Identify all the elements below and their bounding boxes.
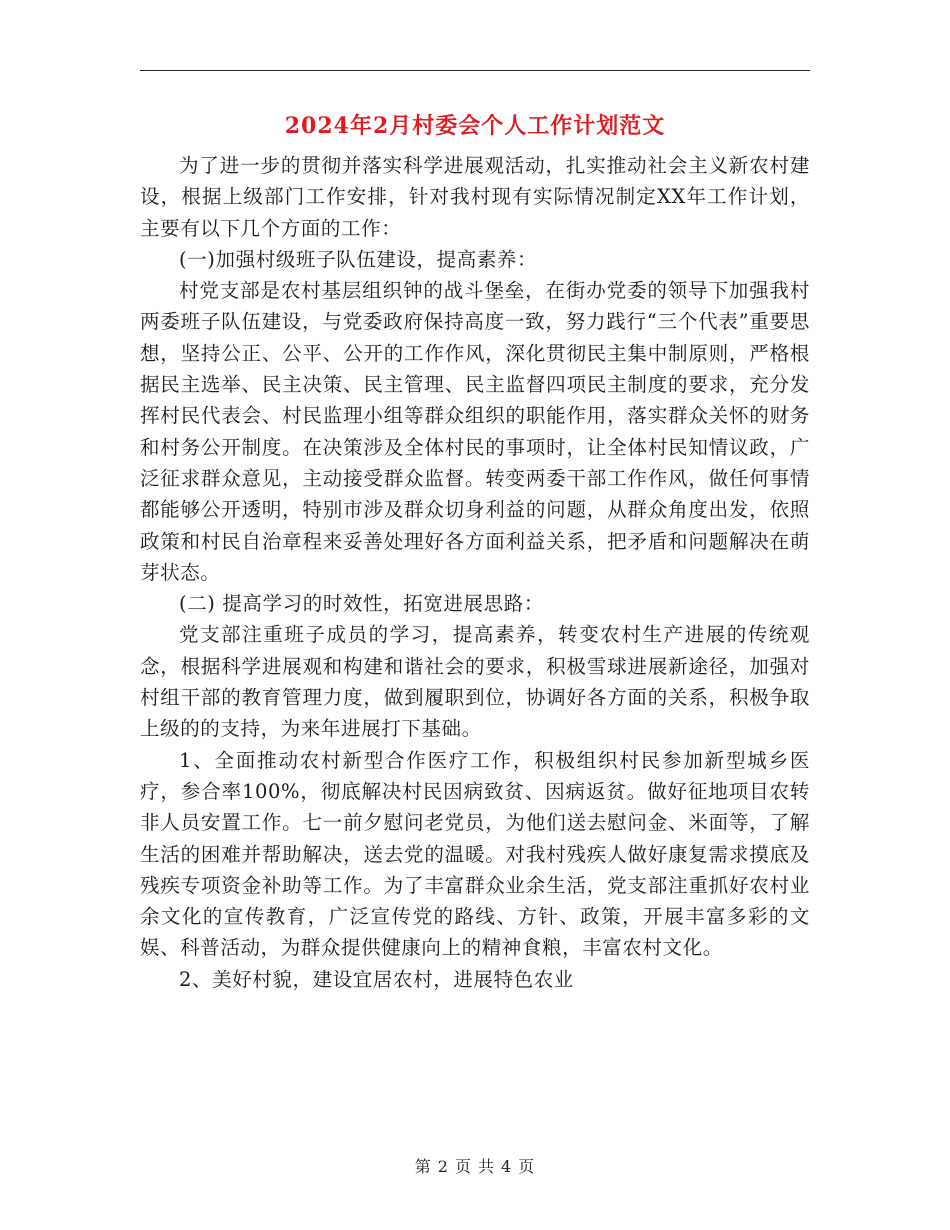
header-rule	[140, 70, 810, 71]
paragraph-intro: 为了进一步的贯彻并落实科学进展观活动，扎实推动社会主义新农村建设，根据上级部门工作安排，针对我村现有实际情况制定XX年工作计划，主要有以下几个方面的工作：	[140, 154, 810, 240]
section-heading-1: (一)加强村级班子队伍建设，提高素养：	[179, 247, 538, 271]
paragraph-party-branch: 村党支部是农村基层组织钟的战斗堡垒，在街办党委的领导下加强我村两委班子队伍建设，与党委政府保持高度一致，努力践行“三个代表”重要思想，坚持公正、公平、公开的工作作风，深化贯彻民主集中制原则，严格根据民主选举、民主决策、民主管理、民主监督四项民主制度的要求，充分发挥村民代表会、村民监理小组等群众组织的职能作用，落实群众关怀的财务和村务公开制度。在决策涉及全体村民的事项时，让全体村民知情议政，广泛征求群众意见，主动接受群众监督。转变两委干部工作作风，做任何事情都能够公开透明，特别市涉及群众切身利益的问题，从群众角度出发，依照政策和村民自治章程来妥善处理好各方面利益关系，把矛盾和问题解决在萌芽状态。	[140, 279, 810, 584]
footer-mid: 页 共	[454, 1157, 496, 1176]
paragraph-item-2: 2、美好村貌，建设宜居农村，进展特色农业	[179, 967, 574, 991]
footer-prefix: 第	[414, 1157, 432, 1176]
page-footer	[0, 1154, 950, 1177]
paragraph-study: 党支部注重班子成员的学习，提高素养，转变农村生产进展的传统观念，根据科学进展观和构建和谐社会的要求，积极雪球进展新途径，加强对村组干部的教育管理力度，做到履职到位，协调好各方面的关系，积极争取上级的的支持，为来年进展打下基础。	[140, 623, 810, 741]
total-pages-number: 4	[501, 1157, 513, 1176]
document-body	[140, 150, 810, 995]
footer-suffix: 页	[518, 1157, 536, 1176]
document-title: 2024年2月村委会个人工作计划范文	[284, 113, 666, 139]
current-page-number: 2	[437, 1157, 449, 1176]
section-heading-2: (二) 提高学习的时效性，拓宽进展思路：	[179, 592, 544, 616]
paragraph-item-1: 1、全面推动农村新型合作医疗工作，积极组织村民参加新型城乡医疗，参合率100%，彻底解决村民因病致贫、因病返贫。做好征地项目农转非人员安置工作。七一前夕慰问老党员，为他们送去慰问金、米面等，了解生活的困难并帮助解决，送去党的温暖。对我村残疾人做好康复需求摸底及残疾专项资金补助等工作。为了丰富群众业余生活，党支部注重抓好农村业余文化的宣传教育，广泛宣传党的路线、方针、政策，开展丰富多彩的文娱、科普活动，为群众提供健康向上的精神食粮，丰富农村文化。	[140, 748, 810, 960]
